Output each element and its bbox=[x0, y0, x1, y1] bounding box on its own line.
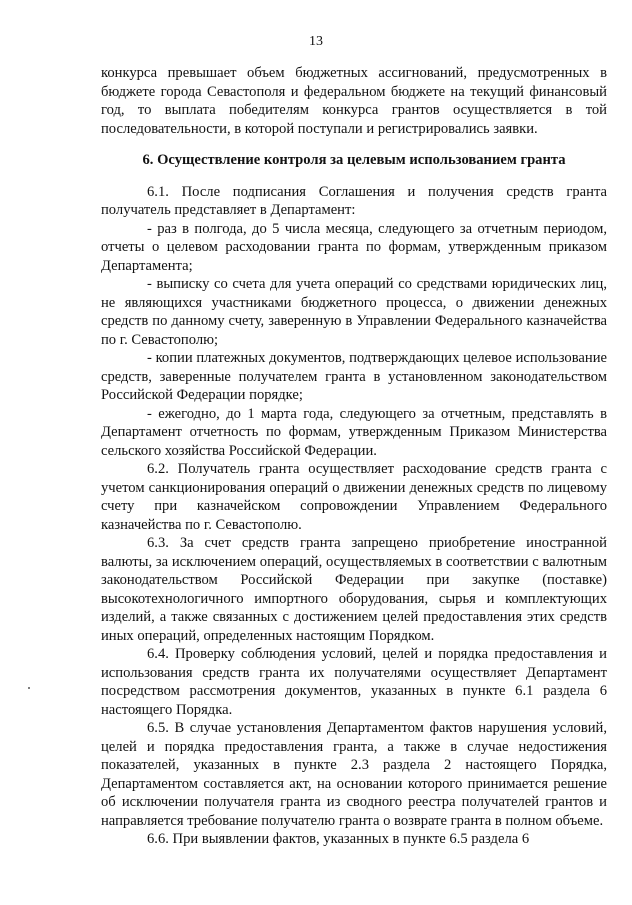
paragraph-6-1-item-b: - выписку со счета для учета операций со средствами юридических лиц, не являющихся участниками бюджетного процесса, о движении денежных средств по данному счету, заверенную в Управлении Федерального казначейства по г. Севастополю; bbox=[101, 276, 607, 348]
section-heading: 6. Осуществление контроля за целевым использованием гранта bbox=[142, 152, 566, 168]
page-number: 13 bbox=[309, 34, 323, 49]
paragraph-6-4: 6.4. Проверку соблюдения условий, целей и порядка предоставления и использования средств гранта их получателями осуществляет Департамент посредством рассмотрения документов, указанных в пункте 6.1 раздела 6 настоящего Порядка. bbox=[101, 646, 607, 718]
paragraph-6-1-item-c: - копии платежных документов, подтверждающих целевое использование средств, заверенные получателем гранта в установленном законодательством Российской Федерации порядке; bbox=[101, 350, 607, 403]
intro-paragraph: конкурса превышает объем бюджетных ассигнований, предусмотренных в бюджете города Севастополя и федеральном бюджете на текущий финансовый год, то выплата победителям конкурса грантов осуществляется в той последовательности, в которой поступали и регистрировались заявки. bbox=[101, 65, 607, 137]
paragraph-6-1: 6.1. После подписания Соглашения и получения средств гранта получатель представляет в Департамент: bbox=[101, 183, 607, 218]
paragraph-6-3: 6.3. За счет средств гранта запрещено приобретение иностранной валюты, за исключением операций, осуществляемых в соответствии с валютным законодательством Российской Федерации при закупке (поставке) высокотехнологичного импортного оборудования, сырья и комплектующих изделий, а также связанных с достижением целей предоставления этих средств иных операций, определенных настоящим Порядком. bbox=[101, 535, 607, 644]
paragraph-6-5: 6.5. В случае установления Департаментом фактов нарушения условий, целей и порядка предоставления гранта, а также в случае недостижения показателей, указанных в пункте 2.3 раздела 2 настоящего Порядка, Департаментом составляется акт, на основании которого принимается решение об исключении получателя гранта из сводного реестра получателей грантов и направляется требование получателю гранта о возврате гранта в полном объеме. bbox=[101, 720, 607, 829]
paragraph-6-1-item-a: - раз в полгода, до 5 числа месяца, следующего за отчетным периодом, отчеты о целевом расходовании гранта по формам, утвержденным приказом Департамента; bbox=[101, 220, 607, 274]
paragraph-6-1-item-d: - ежегодно, до 1 марта года, следующего за отчетным, представлять в Департамент отчетность по формам, утвержденным Приказом Министерства сельского хозяйства Российской Федерации. bbox=[101, 405, 607, 459]
paragraph-6-2: 6.2. Получатель гранта осуществляет расходование средств гранта с учетом санкционирования операций о движении денежных средств по лицевому счету при казначейском сопровождении Управлением Федерального казначейства по г. Севастополю. bbox=[101, 461, 607, 533]
margin-mark bbox=[28, 687, 30, 689]
document-body bbox=[101, 64, 607, 849]
paragraph-6-6: 6.6. При выявлении фактов, указанных в пункте 6.5 раздела 6 bbox=[147, 831, 530, 847]
